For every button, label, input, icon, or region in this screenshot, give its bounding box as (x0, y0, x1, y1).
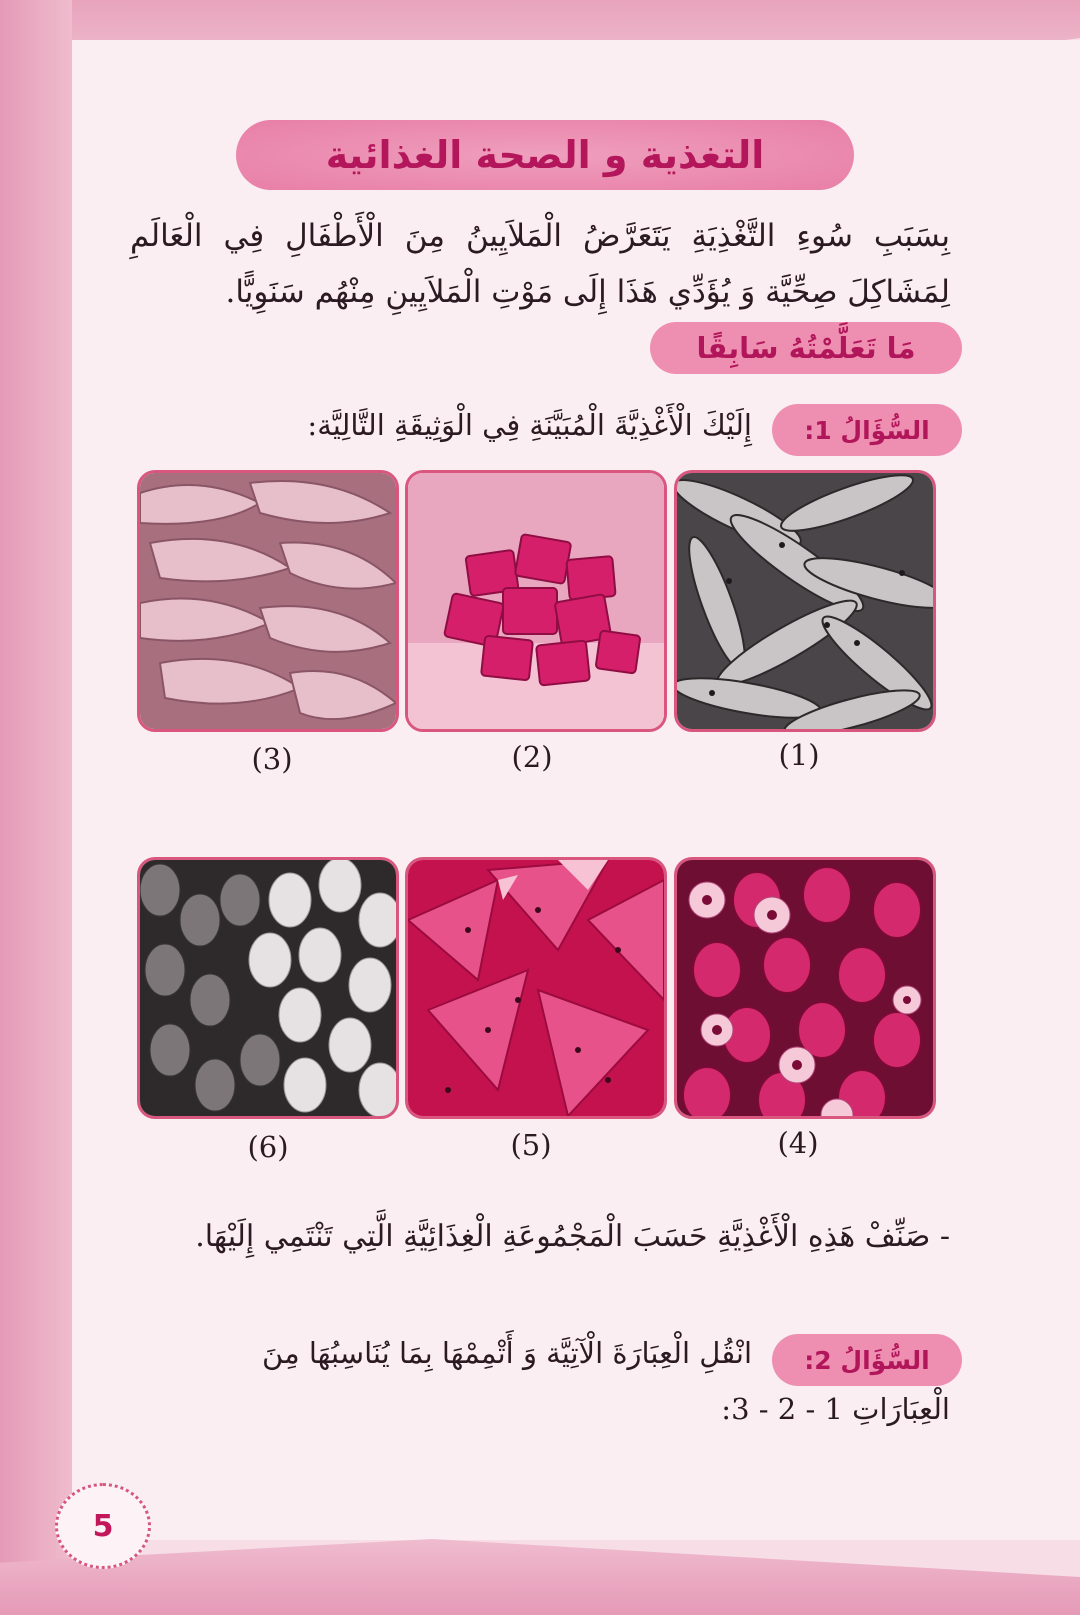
page-number: 5 (55, 1483, 151, 1569)
intro-paragraph: بِسَبَبِ سُوءِ التَّغْذِيَةِ يَتَعَرَّضُ الْمَلاَيِينُ مِنَ الْأَطْفَالِ فِي الْعَالَمِ لِمَشَاكِلَ صِحِّيَّة وَ يُؤَدِّي هَذَا إِلَى مَوْتِ الْمَلاَيِينِ مِنْهُم سَنَوِيًّا. (130, 218, 950, 310)
classify-instruction: - صَنِّفْ هَذِهِ الْأَغْذِيَّةِ حَسَبَ الْمَجْمُوعَةِ الْغِذَائِيَّةِ الَّتِي تَنْتَمِي إِلَيْهَا. (195, 1219, 950, 1254)
caption-1: (1) (778, 738, 820, 772)
food-photo-fish (674, 470, 936, 732)
caption-4: (4) (777, 1126, 819, 1160)
caption-2: (2) (511, 740, 553, 774)
food-photo-watermelon (405, 857, 667, 1119)
caption-3: (3) (251, 742, 293, 776)
food-photo-strawberries (674, 857, 936, 1119)
meat-cubes-icon (408, 473, 664, 729)
food-photo-peppers (137, 470, 399, 732)
fish-icon (677, 473, 933, 729)
peppers-icon (140, 473, 396, 729)
question-2-text: انْقُلِ الْعِبَارَةَ الْآتِيَّة وَ أَتْمِمْهَا بِمَا يُنَاسِبُهَا مِنَ (262, 1336, 752, 1370)
question-1-text: إِلَيْكَ الْأَغْذِيَّةَ الْمُبَيَّنَةِ فِي الْوَثِيقَةِ التَّالِيَّة: (307, 408, 752, 442)
eggs-icon (140, 860, 396, 1116)
caption-6: (6) (247, 1130, 289, 1164)
lesson-title: التغذية و الصحة الغذائية (325, 133, 765, 177)
watermelon-icon (408, 860, 664, 1116)
left-decoration-band (0, 0, 72, 1615)
question-2-label: السُّؤَالُ 2: (772, 1334, 962, 1386)
strawberry-icon (677, 860, 933, 1116)
question-2-text-continued: الْعِبَارَاتِ 1 - 2 - 3: (721, 1392, 950, 1426)
food-photo-meat (405, 470, 667, 732)
caption-5: (5) (510, 1128, 552, 1162)
food-photo-eggs (137, 857, 399, 1119)
prior-learning-heading: مَا تَعَلَّمْتُهُ سَابِقًا (650, 322, 962, 374)
lesson-title-banner (236, 120, 854, 190)
question-1-label: السُّؤَالُ 1: (772, 404, 962, 456)
